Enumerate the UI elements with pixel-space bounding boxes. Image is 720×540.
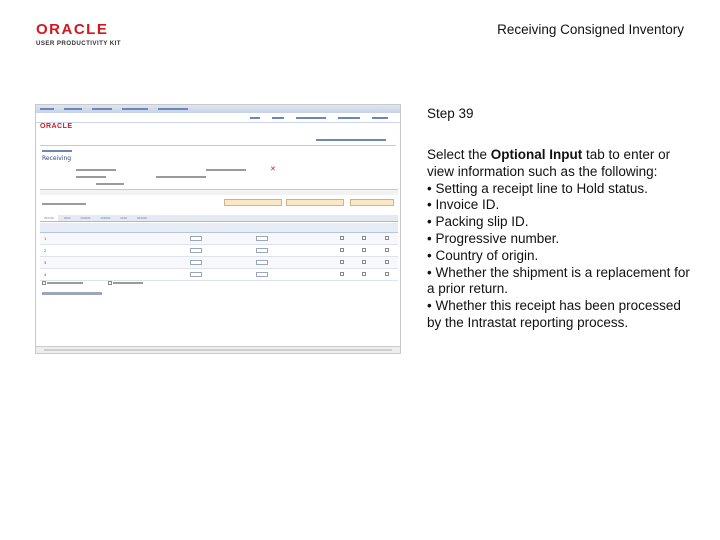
list-item: • Setting a receipt line to Hold status. <box>427 180 648 196</box>
list-item: • Progressive number. <box>427 230 560 246</box>
table-row: 4 <box>40 269 398 281</box>
screenshot-tab[interactable]: ▭▭▭ <box>100 216 111 220</box>
close-icon[interactable]: ✕ <box>270 165 276 173</box>
step-description <box>427 147 695 332</box>
screenshot-tab[interactable]: ▭▭▭ <box>137 216 147 220</box>
screenshot-button[interactable] <box>286 199 344 206</box>
screenshot-tabs <box>40 215 398 222</box>
intro-text: tab to enter or view information such as the following: <box>427 147 671 179</box>
oracle-upk-logo <box>36 22 126 47</box>
grid-header <box>40 223 398 233</box>
list-item: • Country of origin. <box>427 247 539 263</box>
screenshot-field <box>206 167 246 172</box>
scrollbar-thumb[interactable] <box>44 349 392 351</box>
screenshot-logo: ORACLE <box>40 123 73 130</box>
step-label: Step 39 <box>427 106 474 121</box>
screenshot-field <box>96 181 124 186</box>
list-item: • Invoice ID. <box>427 197 500 213</box>
screenshot-field <box>42 201 86 206</box>
logo-subtitle: USER PRODUCTIVITY KIT <box>36 40 121 47</box>
logo-brand: ORACLE <box>36 21 109 38</box>
screenshot-button[interactable] <box>350 199 394 206</box>
table-row: 3 <box>40 257 398 269</box>
screenshot-field <box>156 174 206 179</box>
screenshot-button[interactable] <box>224 199 282 206</box>
screenshot-tab[interactable]: ▭▭ <box>120 216 128 220</box>
screenshot-field <box>76 167 116 172</box>
screenshot-header-section <box>40 189 398 195</box>
step-intro <box>427 147 695 181</box>
screenshot-top-links <box>36 113 400 123</box>
list-item: • Packing slip ID. <box>427 214 529 230</box>
screenshot-menu-bar <box>36 105 400 113</box>
table-row: 1 <box>40 233 398 245</box>
screenshot-page-heading: Receiving <box>42 155 72 162</box>
application-screenshot <box>35 104 401 354</box>
horizontal-scrollbar[interactable] <box>36 346 400 353</box>
table-row: 2 <box>40 245 398 257</box>
screenshot-tab[interactable]: ▭▭▭ <box>40 215 58 221</box>
screenshot-toolbar <box>42 291 102 296</box>
list-item: • Whether this receipt has been processed by the Intrastat reporting process. <box>427 298 681 330</box>
screenshot-tab[interactable]: ▭▭ <box>63 216 71 220</box>
screenshot-breadcrumb <box>42 148 72 153</box>
intro-text: Select the <box>427 147 491 162</box>
screenshot-receipt-grid <box>40 223 398 281</box>
intro-emphasis: Optional Input <box>490 147 583 162</box>
list-item: • Whether the shipment is a replacement for a prior return. <box>427 264 690 297</box>
screenshot-tab[interactable]: ▭▭▭ <box>80 216 91 220</box>
document-title: Receiving Consigned Inventory <box>497 22 684 37</box>
screenshot-checkbox-row <box>42 280 143 285</box>
screenshot-field <box>76 174 106 179</box>
screenshot-divider <box>40 145 396 146</box>
screenshot-page-links <box>316 137 386 142</box>
